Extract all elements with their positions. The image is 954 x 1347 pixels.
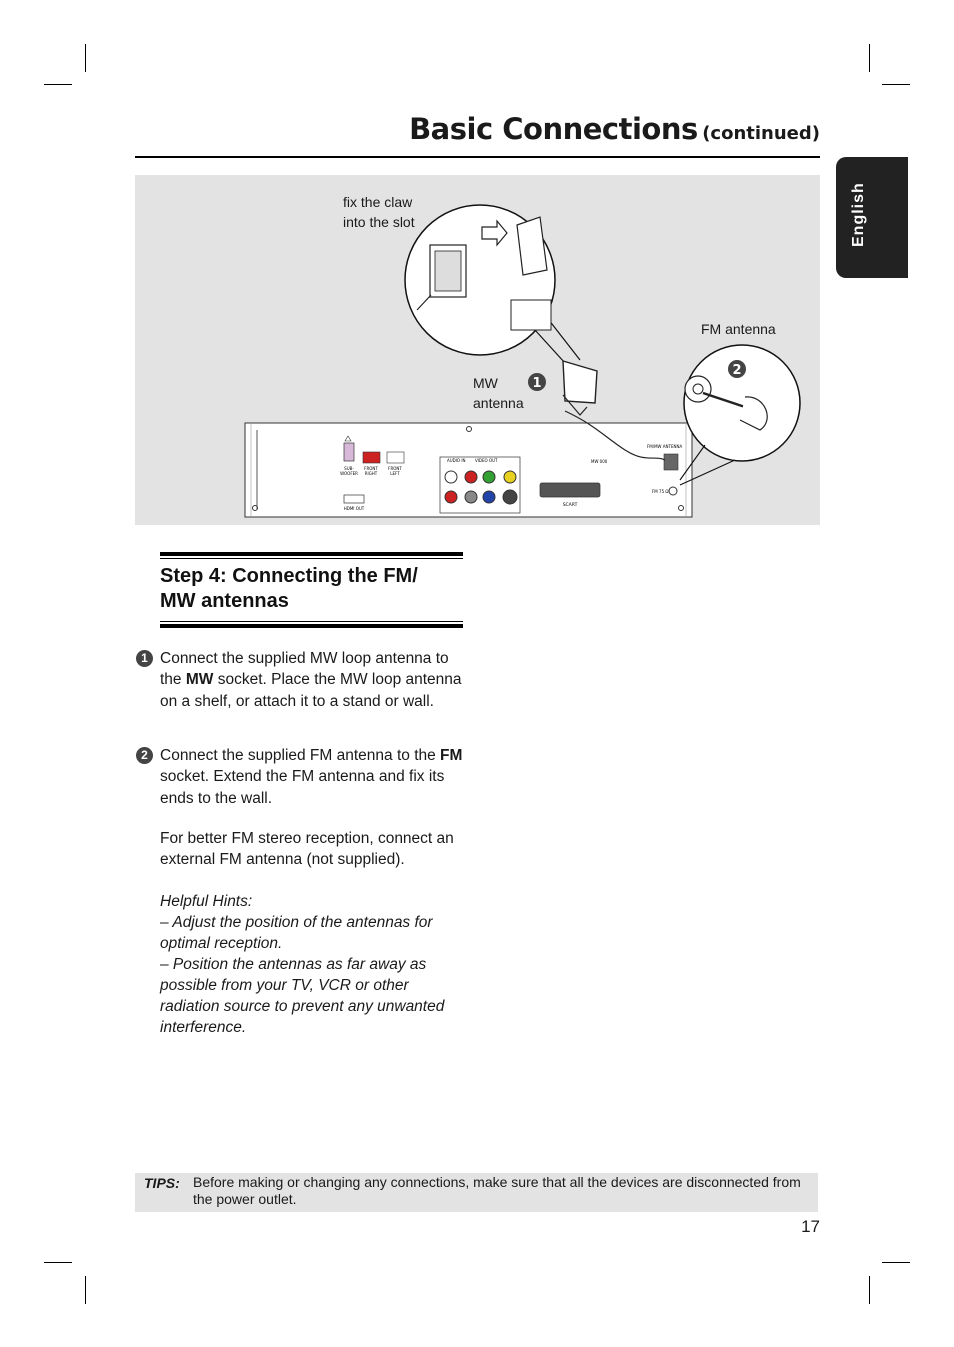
- connection-illustration: [135, 175, 820, 525]
- language-tab: [836, 157, 908, 278]
- header-rule: [135, 156, 820, 158]
- crop-mark: [44, 1262, 72, 1263]
- svg-text:FM 75 Ω: FM 75 Ω: [652, 489, 669, 494]
- svg-text:RIGHT: RIGHT: [364, 471, 378, 476]
- extra-note: For better FM stereo reception, connect an external FM antenna (not supplied).: [160, 830, 454, 869]
- step-rule: [160, 558, 463, 559]
- label-mw-line1: MW: [473, 375, 498, 391]
- item1-text-b: socket. Place the MW loop antenna on a shelf, or attach it to a stand or wall.: [160, 671, 462, 710]
- svg-text:FRONT: FRONT: [388, 466, 402, 471]
- step-number-2: 2: [136, 747, 153, 764]
- tips-text: Before making or changing any connections, make sure that all the devices are disconnected from the power outlet.: [193, 1174, 801, 1207]
- svg-text:FRONT: FRONT: [364, 466, 378, 471]
- item2-text-b: socket. Extend the FM antenna and fix its ends to the wall.: [160, 768, 445, 807]
- item1-bold: MW: [185, 671, 214, 689]
- step-heading-line1: Step 4: Connecting the FM/: [160, 565, 418, 587]
- step-rule: [160, 624, 463, 628]
- page-header: [135, 112, 820, 146]
- label-mw-line2: antenna: [473, 395, 524, 411]
- step-heading-line2: MW antennas: [160, 590, 289, 612]
- svg-text:SUB-: SUB-: [344, 466, 354, 471]
- hints-title: Helpful Hints:: [160, 893, 253, 910]
- crop-mark: [882, 1262, 910, 1263]
- callout-2-text: 2: [732, 363, 742, 378]
- crop-mark: [869, 44, 870, 72]
- crop-mark: [44, 84, 72, 85]
- label-claw-line2: into the slot: [343, 214, 415, 230]
- tips-box: [135, 1173, 818, 1212]
- svg-text:LEFT: LEFT: [390, 471, 400, 476]
- svg-text:FM/MW ANTENNA: FM/MW ANTENNA: [647, 444, 683, 449]
- step-item-2: [160, 745, 465, 809]
- step-rule: [160, 552, 463, 556]
- label-claw: [343, 192, 415, 232]
- hint-1: – Adjust the position of the antennas for optimal reception.: [160, 914, 433, 952]
- svg-text:SCART: SCART: [562, 503, 578, 508]
- tips-label: TIPS:: [144, 1175, 180, 1191]
- label-claw-line1: fix the claw: [343, 194, 413, 210]
- page-title: Basic Connections: [409, 112, 698, 146]
- svg-text:MW 000: MW 000: [591, 459, 608, 464]
- label-fm-antenna: FM antenna: [701, 321, 776, 337]
- step-number-1: 1: [136, 650, 153, 667]
- label-mw-antenna: [473, 373, 524, 413]
- svg-text:WOOFER: WOOFER: [340, 471, 358, 476]
- hint-2: – Position the antennas as far away as possible from your TV, VCR or other radiation source to prevent any unwanted interference.: [160, 956, 445, 1036]
- item2-bold: FM: [440, 747, 463, 764]
- step-heading: [160, 564, 460, 614]
- callout-1-text: 1: [532, 376, 542, 391]
- crop-mark: [85, 1276, 86, 1304]
- svg-text:AUDIO IN: AUDIO IN: [447, 458, 466, 463]
- step-item-1: [160, 648, 465, 712]
- antenna-diagram: [135, 175, 820, 525]
- step-rule: [160, 621, 463, 622]
- page-subtitle: (continued): [702, 123, 820, 144]
- crop-mark: [882, 84, 910, 85]
- svg-text:VIDEO OUT: VIDEO OUT: [475, 458, 498, 463]
- item1-text-a: Connect the supplied MW loop antenna to the: [160, 650, 449, 689]
- crop-mark: [869, 1276, 870, 1304]
- crop-mark: [85, 44, 86, 72]
- svg-text:HDMI OUT: HDMI OUT: [343, 506, 365, 511]
- item2-text-a: Connect the supplied FM antenna to the: [160, 747, 441, 764]
- page-number: 17: [801, 1217, 820, 1236]
- language-tab-label: English: [850, 182, 867, 247]
- helpful-hints: [160, 891, 460, 1038]
